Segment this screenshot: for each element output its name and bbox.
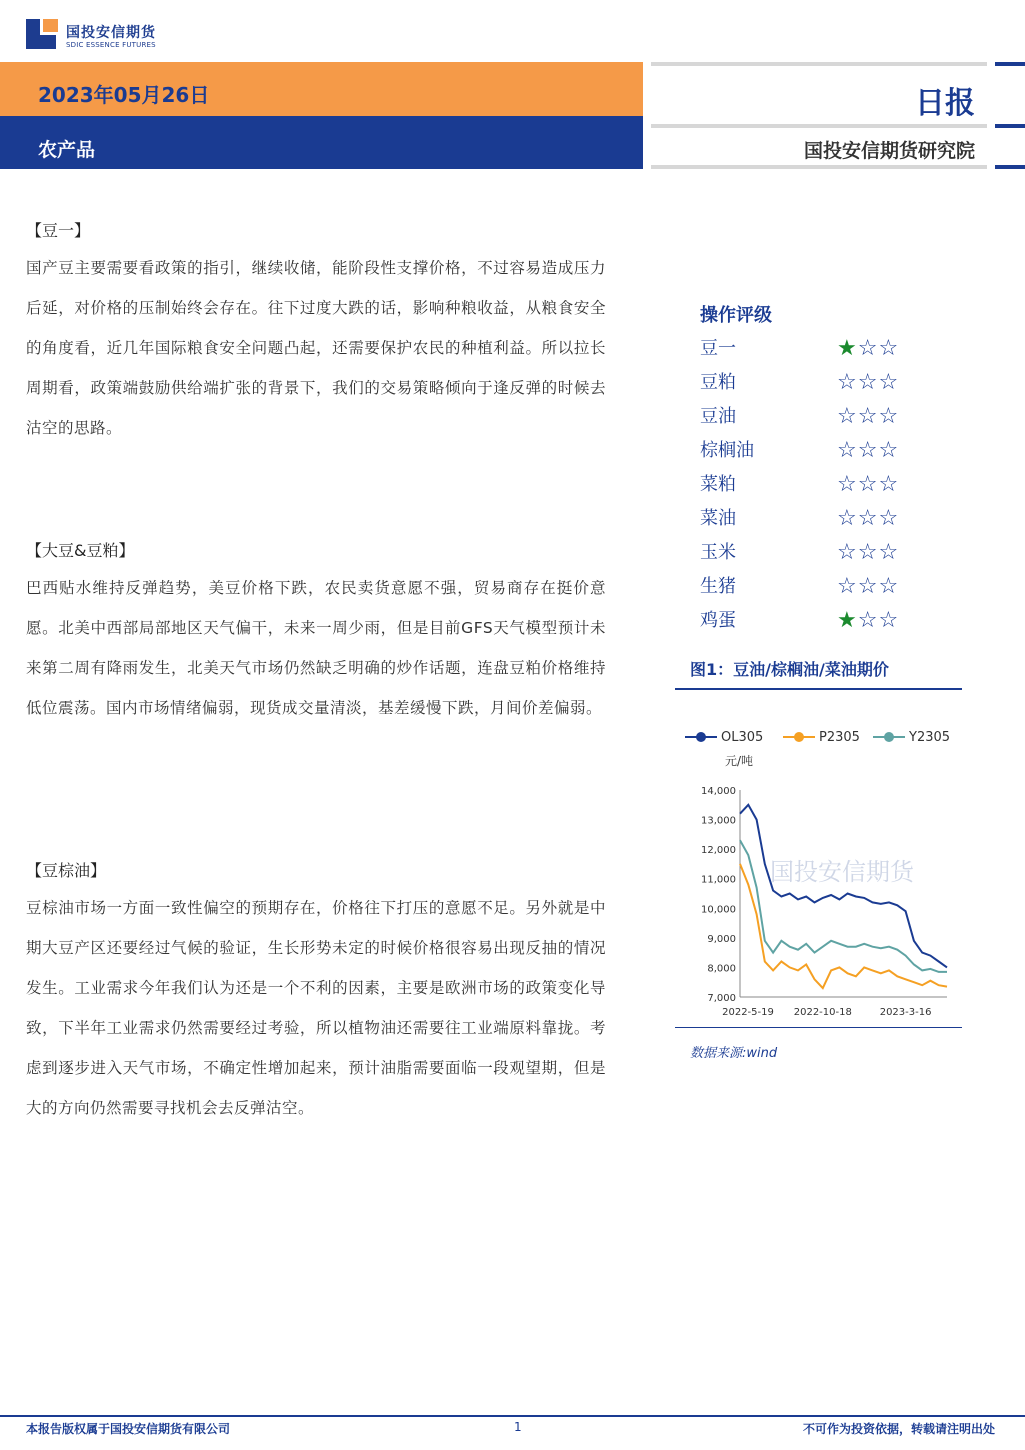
header-divider bbox=[651, 62, 987, 66]
header-divider bbox=[651, 165, 987, 169]
logo-mark-icon bbox=[26, 19, 58, 49]
logo-text-cn: 国投安信期货 bbox=[66, 25, 156, 41]
price-chart bbox=[675, 725, 965, 1025]
logo-text-en: SDIC ESSENCE FUTURES bbox=[66, 41, 156, 49]
report-category: 农产品 bbox=[38, 139, 96, 161]
rating-name: 鸡蛋 bbox=[700, 610, 736, 631]
y-tick-label: 9,000 bbox=[707, 933, 736, 945]
star-empty-icon: ☆ bbox=[878, 404, 900, 429]
rating-name: 豆粕 bbox=[700, 372, 736, 393]
legend-marker bbox=[794, 732, 804, 742]
footer-copyright: 本报告版权属于国投安信期货有限公司 bbox=[26, 1422, 231, 1436]
star-empty-icon: ☆ bbox=[837, 574, 858, 599]
figure-bottom-rule bbox=[675, 1027, 962, 1028]
section-title-douyi: 【豆一】 bbox=[26, 221, 91, 240]
y-tick-label: 11,000 bbox=[701, 874, 736, 886]
header-divider bbox=[651, 124, 987, 128]
star-empty-icon: ☆ bbox=[857, 506, 879, 531]
rating-name: 豆一 bbox=[700, 338, 736, 359]
star-empty-icon: ☆ bbox=[837, 370, 858, 395]
star-empty-icon: ☆ bbox=[878, 608, 900, 633]
header-accent bbox=[995, 165, 1025, 169]
category-banner bbox=[0, 116, 643, 169]
rating-stars bbox=[837, 434, 899, 468]
report-date: 2023年05月26日 bbox=[38, 83, 210, 107]
rating-row bbox=[700, 570, 960, 604]
star-filled-icon: ★ bbox=[837, 336, 858, 361]
star-empty-icon: ☆ bbox=[857, 438, 879, 463]
rating-stars bbox=[837, 536, 899, 570]
star-empty-icon: ☆ bbox=[857, 472, 879, 497]
x-tick-label: 2022-5-19 bbox=[722, 1007, 774, 1018]
section-body-soybean-meal: 巴西贴水维持反弹趋势，美豆价格下跌，农民卖货意愿不强，贸易商存在挺价意愿。北美中西部局部地区天气偏干，未来一周少雨，但是目前GFS天气模型预计未来第二周有降雨发生，北美天气市场仍然缺乏明确的炒作话题，连盘豆粕价格维持低位震荡。国内市场情绪偏弱，现货成交量清淡，基差缓慢下跌，月间价差偏弱。 bbox=[26, 579, 606, 717]
institute-name: 国投安信期货研究院 bbox=[803, 140, 975, 162]
legend-label: P2305 bbox=[819, 730, 860, 745]
rating-row bbox=[700, 604, 960, 638]
star-empty-icon: ☆ bbox=[878, 540, 900, 565]
price-chart-svg bbox=[675, 725, 965, 1025]
rating-name: 棕榈油 bbox=[700, 440, 754, 461]
company-logo bbox=[26, 17, 166, 55]
star-empty-icon: ☆ bbox=[878, 574, 900, 599]
y-tick-label: 14,000 bbox=[701, 786, 736, 797]
star-empty-icon: ☆ bbox=[837, 506, 858, 531]
rating-name: 生猪 bbox=[700, 576, 736, 597]
star-empty-icon: ☆ bbox=[857, 370, 879, 395]
y-tick-label: 13,000 bbox=[701, 815, 736, 827]
star-empty-icon: ☆ bbox=[837, 404, 858, 429]
star-empty-icon: ☆ bbox=[878, 438, 900, 463]
x-tick-label: 2022-10-18 bbox=[793, 1007, 852, 1018]
ratings-panel bbox=[700, 300, 960, 638]
section-title-soy-palm-oil: 【豆棕油】 bbox=[26, 861, 107, 880]
rating-row bbox=[700, 332, 960, 366]
report-type: 日报 bbox=[915, 86, 975, 121]
page-number: 1 bbox=[514, 1420, 522, 1434]
footer-rule bbox=[0, 1415, 1025, 1417]
rating-row bbox=[700, 536, 960, 570]
rating-row bbox=[700, 366, 960, 400]
rating-stars bbox=[837, 468, 899, 502]
figure-source: 数据来源:wind bbox=[690, 1046, 778, 1061]
y-tick-label: 10,000 bbox=[701, 904, 736, 916]
chart-watermark: 国投安信期货 bbox=[770, 858, 914, 886]
star-empty-icon: ☆ bbox=[878, 506, 900, 531]
y-tick-label: 8,000 bbox=[707, 963, 736, 975]
figure-title-rule bbox=[675, 688, 962, 690]
star-empty-icon: ☆ bbox=[878, 370, 900, 395]
star-empty-icon: ☆ bbox=[857, 608, 879, 633]
star-empty-icon: ☆ bbox=[878, 472, 900, 497]
star-empty-icon: ☆ bbox=[857, 336, 879, 361]
rating-row bbox=[700, 400, 960, 434]
header-accent bbox=[995, 124, 1025, 128]
rating-row bbox=[700, 502, 960, 536]
star-empty-icon: ☆ bbox=[857, 404, 879, 429]
legend-label: Y2305 bbox=[909, 730, 951, 745]
rating-stars bbox=[837, 332, 899, 366]
star-empty-icon: ☆ bbox=[878, 336, 900, 361]
rating-row bbox=[700, 468, 960, 502]
star-filled-icon: ★ bbox=[837, 608, 858, 633]
rating-stars bbox=[837, 366, 899, 400]
star-empty-icon: ☆ bbox=[837, 438, 858, 463]
rating-name: 菜粕 bbox=[700, 474, 736, 495]
legend-label: OL305 bbox=[721, 730, 764, 745]
star-empty-icon: ☆ bbox=[837, 540, 858, 565]
section-body-soy-palm-oil: 豆棕油市场一方面一致性偏空的预期存在，价格往下打压的意愿不足。另外就是中期大豆产区还要经过气候的验证，生长形势未定的时候价格很容易出现反抽的情况发生。工业需求今年我们认为还是一个不利的因素，主要是欧洲市场的政策变化导致，下半年工业需求仍然需要经过考验，所以植物油还需要往工业端原料靠拢。考虑到逐步进入天气市场，不确定性增加起来，预计油脂需要面临一段观望期，但是大的方向仍然需要寻找机会去反弹沽空。 bbox=[26, 899, 606, 1117]
rating-name: 菜油 bbox=[700, 508, 736, 529]
rating-row bbox=[700, 434, 960, 468]
rating-stars bbox=[837, 604, 899, 638]
rating-name: 豆油 bbox=[700, 406, 736, 427]
y-tick-label: 12,000 bbox=[701, 845, 736, 857]
header-accent bbox=[995, 62, 1025, 66]
footer-disclaimer: 不可作为投资依据，转载请注明出处 bbox=[802, 1422, 995, 1436]
ratings-title: 操作评级 bbox=[700, 305, 772, 326]
star-empty-icon: ☆ bbox=[837, 472, 858, 497]
section-body-douyi: 国产豆主要需要看政策的指引，继续收储，能阶段性支撑价格，不过容易造成压力后延，对价格的压制始终会存在。往下过度大跌的话，影响种粮收益，从粮食安全的角度看，近几年国际粮食安全问题凸起，还需要保护农民的种植利益。所以拉长周期看，政策端鼓励供给端扩张的背景下，我们的交易策略倾向于逢反弹的时候去沽空的思路。 bbox=[26, 259, 606, 437]
rating-stars bbox=[837, 502, 899, 536]
rating-stars bbox=[837, 570, 899, 604]
series-line bbox=[740, 805, 947, 968]
y-axis-label: 元/吨 bbox=[725, 754, 754, 768]
figure-title: 图1：豆油/棕榈油/菜油期价 bbox=[690, 660, 889, 679]
star-empty-icon: ☆ bbox=[857, 574, 879, 599]
rating-stars bbox=[837, 400, 899, 434]
legend-marker bbox=[884, 732, 894, 742]
section-title-soybean-meal: 【大豆&豆粕】 bbox=[26, 541, 135, 560]
y-tick-label: 7,000 bbox=[707, 993, 736, 1004]
star-empty-icon: ☆ bbox=[857, 540, 879, 565]
rating-name: 玉米 bbox=[700, 542, 736, 563]
legend-marker bbox=[696, 732, 706, 742]
x-tick-label: 2023-3-16 bbox=[879, 1007, 932, 1018]
